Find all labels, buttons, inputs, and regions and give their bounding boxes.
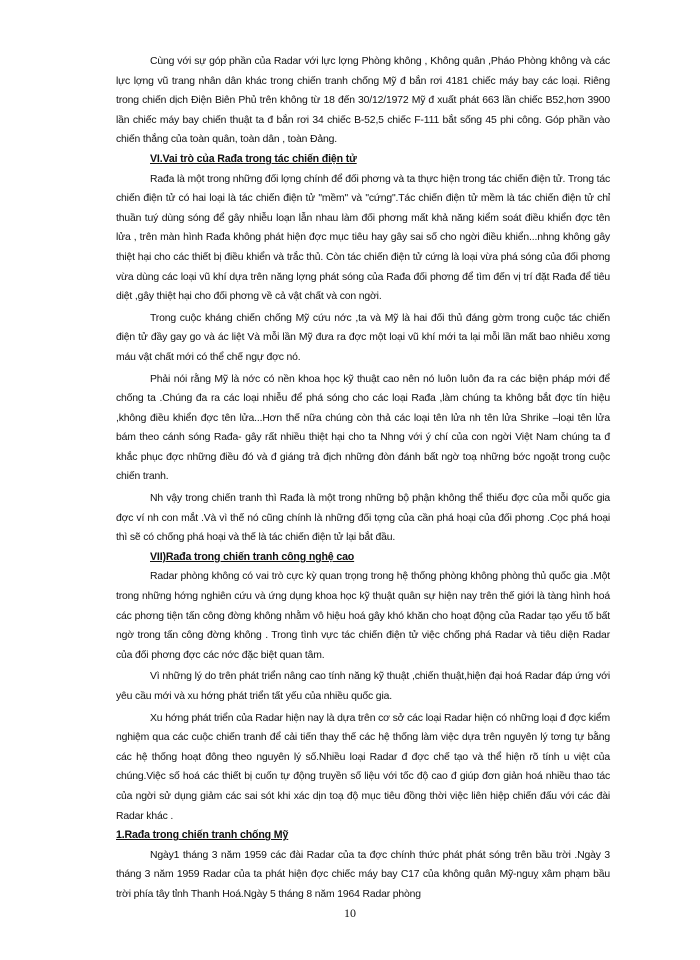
section-heading-vii: VII)Rađa trong chiến tranh công nghệ cao [150, 550, 355, 563]
section-vi-paragraph-2: Trong cuộc kháng chiến chống Mỹ cứu nớc ,ta và Mỹ là hai đối thủ đáng gờm trong cuộc tác chiến điện tử đầy gay go và ác liệt Và mỗi lần Mỹ đưa ra đợc một loại vũ khí mới ta lại mỗi lần mất bao nhiêu xơng máu vật chất mới có thể chế ngự đợc nó. [116, 312, 610, 363]
page-content [116, 52, 610, 905]
section-heading-vi: VI.Vai trò của Rađa trong tác chiến điện tử [150, 152, 357, 165]
subsection-heading-1: 1.Rađa trong chiến tranh chống Mỹ [116, 829, 289, 842]
section-vi-paragraph-1: Rađa là một trong những đối lợng chính để đối phơng và ta thực hiện trong tác chiến điện tử. Trong tác chiến điện tử có hai loại là tác chiến điện tử "mềm" và "cứng".Tác chiến điện tử mềm là tác chiến điện tử chỉ thuần tuý dùng sóng để gây nhiễu loạn lẫn nhau làm đối phơng mất khả năng kiểm soát điều khiển đợc tên lửa , trên màn hình Rađa không phát hiện đợc mục tiêu hay gây sai số cho ngời điều khiển...nhng không gây thiệt hại cho các thiết bị điều khiển và trắc thủ. Còn tác chiến điện tử cứng là loại vừa phá sóng của đối phơng vừa dùng các loại vũ khí dựa trên năng lợng phát sóng của Rađa đối phơng để tìm đến vị trí đặt Rađa để tiêu diệt ,gây thiệt hại cho đối phơng về cả vật chất và con ngời. [116, 173, 610, 303]
section-vi-paragraph-3: Phải nói rằng Mỹ là nớc có nền khoa học kỹ thuật cao nên nó luôn luôn đa ra các biện pháp mới để chống ta .Chúng đa ra các loại nhiễu để phá sóng cho các loại Rađa ,làm chúng ta không bắt đợc tín hiệu ,không điều khiển đợc tên lửa...Hơn thế nữa chúng còn thả các loại tên lửa nh tên lửa Shrike –loại tên lửa bám theo cánh sóng Rađa- gây rất nhiều thiệt hại cho ta Nhng với ý chí của con ngời Việt Nam chúng ta đ khắc phục đợc những điều đó và đ giáng trả địch những đòn đánh bất ngờ toạ những bớc ngoặt trong cuộc chiến tranh. [116, 373, 610, 483]
section-vii-paragraph-1: Radar phòng không có vai trò cực kỳ quan trọng trong hệ thống phòng không phòng thủ quốc gia .Một trong những hớng nghiên cứu và ứng dụng khoa học kỹ thuật quân sự hiện nay trên thế giới là tàng hình hoá các phơng tiện tấn công đờng không nhằm vô hiệu hoá gây khó khăn cho hoạt động của Radar tạo yếu tố bất ngờ trong tấn công đờng không . Trong tình vực tác chiến điện tử việc chống phá Radar và tiêu diện Radar của đối phơng đợc các nớc đặc biệt quan tâm. [116, 571, 610, 661]
intro-paragraph: Cùng với sự góp phần của Radar với lực lợng Phòng không , Không quân ,Pháo Phòng không và các lực lợng vũ trang nhân dân khác trong chiến tranh chống Mỹ đ bắn rơi 4181 chiếc máy bay các loại. Riêng trong chiến dịch Điện Biên Phủ trên không từ 18 đến 30/12/1972 Mỹ đ xuất phát 663 lần chiếc B52,hơn 3900 lần chiếc máy bay chiến thuật ta đ bắn rơi 34 chiếc B-52,5 chiếc F-111 bắt sống 45 phi công. Góp phần vào chiến thắng của toàn quân, toàn dân , toàn Đảng. [116, 56, 610, 146]
subsection-1-paragraph-1: Ngày1 tháng 3 năm 1959 các đài Radar của ta đợc chính thức phát phát sóng trên bầu trời .Ngày 3 tháng 3 năm 1959 Radar của ta phát hiện đợc chiếc máy bay C17 của không quân Mỹ-nguỵ xâm phạm bầu trời phía tây tỉnh Thanh Hoá.Ngày 5 tháng 8 năm 1964 Radar phòng [116, 849, 610, 900]
page-number: 10 [344, 906, 356, 920]
section-vii-paragraph-3: Xu hớng phát triển của Radar hiện nay là dựa trên cơ sở các loại Radar hiện có những loại đ đợc kiểm nghiệm qua các cuộc chiến tranh để cải tiến thay thế các hệ thống làm việc dựa trên nguyên lý tơng tự bằng các hệ thống hoạt đông theo nguyên lý số.Nhiều loại Radar đ đợc chế tạo và thể hiện rõ tính u việt của chúng.Việc số hoá các thiết bị cuốn tự động truyền số liệu với tốc độ cao đ giúp đơn giản hoá nhiều thao tác của ngời sử dụng giảm các sai sót khi xác dịn toạ độ mục tiêu đồng thời việc liên hiệp chiến đấu với các đài Radar khác . [116, 712, 610, 822]
section-vii-paragraph-2: Vì những lý do trên phát triển nâng cao tính năng kỹ thuật ,chiến thuật,hiện đại hoá Radar đáp ứng với yêu cầu mới và xu hớng phát triển tất yếu của nhiều quốc gia. [116, 671, 610, 702]
section-vi-paragraph-4: Nh vậy trong chiến tranh thì Rađa là một trong những bộ phận không thể thiếu đợc của mỗi quốc gia đợc ví nh con mắt .Và vì thế nó cũng chính là những đối tợng của cần phá hoại của đối phơng .Cọc phá hoại thì sẽ có chống phá hoại và thế là tác chiến điện tử lại bắt đầu. [116, 493, 610, 544]
